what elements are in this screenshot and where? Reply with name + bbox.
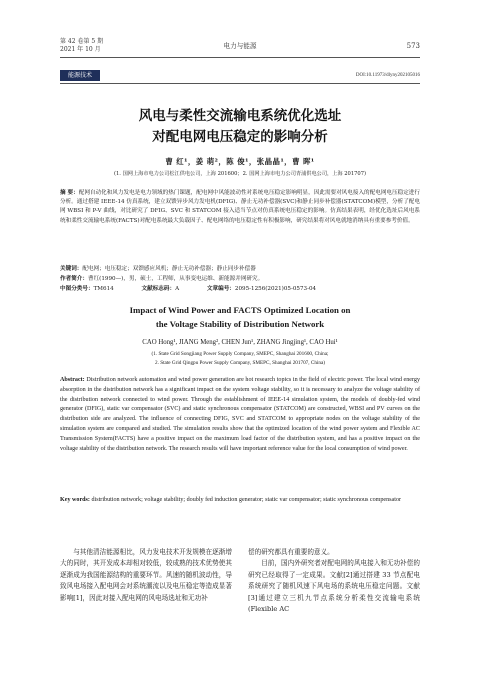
title-cn-line1: 风电与柔性交流输电系统优化选址 [138, 108, 342, 124]
doi: DOI:10.11973/dlyny202105016 [355, 73, 420, 78]
keywords-cn-label: 关键词： [60, 266, 83, 272]
section-rule [60, 83, 420, 84]
abstract-cn [60, 189, 420, 226]
doc-code-label: 文献标志码： [141, 286, 176, 292]
authors-en: CAO Hong¹, JIANG Meng², CHEN Jun¹, ZHANG Jingjing¹, CAO Hui¹ [142, 339, 338, 346]
classification-line [60, 285, 420, 294]
affiliations-en-line2: 2. State Grid Qingpu Power Supply Company, SMEPC, Shanghai 201707, China) [155, 360, 325, 366]
header-rule [60, 57, 420, 58]
authors-cn: 曹 红¹，姜 萌²，陈 俊¹，张晶晶¹，曹 晖¹ [165, 157, 315, 166]
abstract-en [60, 376, 420, 454]
clc-label: 中图分类号： [60, 286, 94, 292]
affiliations-en-line1: (1. State Grid Songjiang Power Supply Company, SMEPC, Shanghai 201600, China; [151, 351, 329, 357]
title-cn-line2: 对配电网电压稳定的影响分析 [152, 129, 328, 145]
keywords-cn-text: 配电网；电压稳定；双馈感应风机；静止无功补偿器；静止同步补偿器 [82, 266, 256, 272]
body-column-left [60, 547, 232, 604]
author-intro [60, 275, 420, 284]
doc-code-value: A [175, 286, 180, 292]
abstract-en-text: Distribution network automation and wind power generation are hot research topics in the field of electric power. The local wind energy absorption in the distribution network has a significant impact on the system voltage stability, so it is necessary to analyze the voltage stability of the distribution network connected to wind power. Through the establishment of IEEE-14 simulation system, the models of doubly-fed wind generator (DFIG), static var compensator (SVC) and static synchronous compensator (STATCOM) are constructed, WBSI and PV curves on the distribution side are analyzed. The influence of connecting DFIG, SVC and STATCOM to appropriate nodes on the voltage stability of the simulation system are compared and studied. The simulation results show that the optimized location of the wind power system and Flexible AC Transmission System(FACTS) have a positive impact on the maximum load factor of the distribution system, and has a positive impact on the voltage stability of the distribution network. The research results will have important reference value for the local consumption of wind power. [60, 377, 420, 452]
article-no-label: 文章编号： [206, 286, 235, 292]
body-right-paragraph-2: 目前，国内外研究者对配电网的风电接入和无功补偿的研究已经取得了一定成果。文献[2]通过搭建 33 节点配电系统研究了随机风速下风电场的系统电压稳定问题。文献[3]通过建立三机九节点系统分析柔性交流输电系统(Flexible AC [248, 559, 420, 614]
body-left-paragraph: 与其他清洁能源相比，风力发电技术开发规模在逐渐增大的同时，其开发成本却相对较低，较成熟的技术优势使其逐渐成为我国能源结构的重要环节。风速的随机波动性，导致风电场接入配电网会对系统潮流以及电压稳定等造成显著影响[1]，因此对接入配电网的风电场选址和无功补 [60, 548, 232, 602]
author-intro-text: 曹红(1990—)，男，硕士，工程师，从事变电运维、新能源并网研究。 [87, 276, 264, 282]
header-volume: 第 42 卷第 5 期 [60, 38, 104, 45]
abstract-cn-label: 摘 要： [60, 190, 79, 196]
header-journal: 电力与能源 [223, 42, 257, 50]
keywords-en-label: Key words: [60, 497, 90, 503]
article-no-value: 2095-1256(2021)05-0573-04 [234, 286, 317, 292]
keywords-en-text: distribution network; voltage stability; doubly fed induction generator; static var compensator; static synchronous compensator [91, 497, 402, 503]
affiliations-cn: (1. 国网上海市电力公司松江供电公司，上海 201600；2. 国网上海市电力公司青浦供电公司，上海 201707) [113, 171, 367, 177]
title-en-line2: the Voltage Stability of Distribution Network [155, 319, 325, 329]
title-en-line1: Impact of Wind Power and FACTS Optimized Location on [129, 305, 351, 315]
abstract-en-label: Abstract: [60, 377, 85, 383]
header-page-number: 573 [406, 42, 420, 50]
author-intro-label: 作者简介： [60, 276, 88, 282]
body-column-right [248, 547, 420, 615]
keywords-en [60, 496, 420, 506]
abstract-cn-text: 配网自动化和风力发电是电力领域的热门课题，配电网中风能波动性对系统电压稳定影响明显，因此需要对风电接入的配电网电压稳定进行分析。通过搭建 IEEE-14 仿真系统，建立双馈异步风力发电机(DFIG)、静止无功补偿器(SVC)和静止同步补偿器(STATCOM)模型，分析了配电网 WBSI 和 P-V 曲线，对比研究了 DFIG、SVC 和 STATCOM 接入适当节点对仿真系统电压稳定的影响。仿真结果表明，经优化选址后风电系统和柔性交流输电系统(FACTS)对配电系统最大负载因子、配电网络的电压稳定性有积极影响，研究结果将对风电就地消纳具有重要参考价值。 [60, 190, 420, 224]
header-date: 2021 年 10 月 [60, 46, 101, 53]
clc-value: TM614 [93, 286, 114, 292]
section-tag: 能源技术 [60, 70, 100, 81]
body-right-paragraph-1: 偿的研究都具有重要的意义。 [248, 548, 334, 556]
keywords-cn [60, 265, 420, 274]
